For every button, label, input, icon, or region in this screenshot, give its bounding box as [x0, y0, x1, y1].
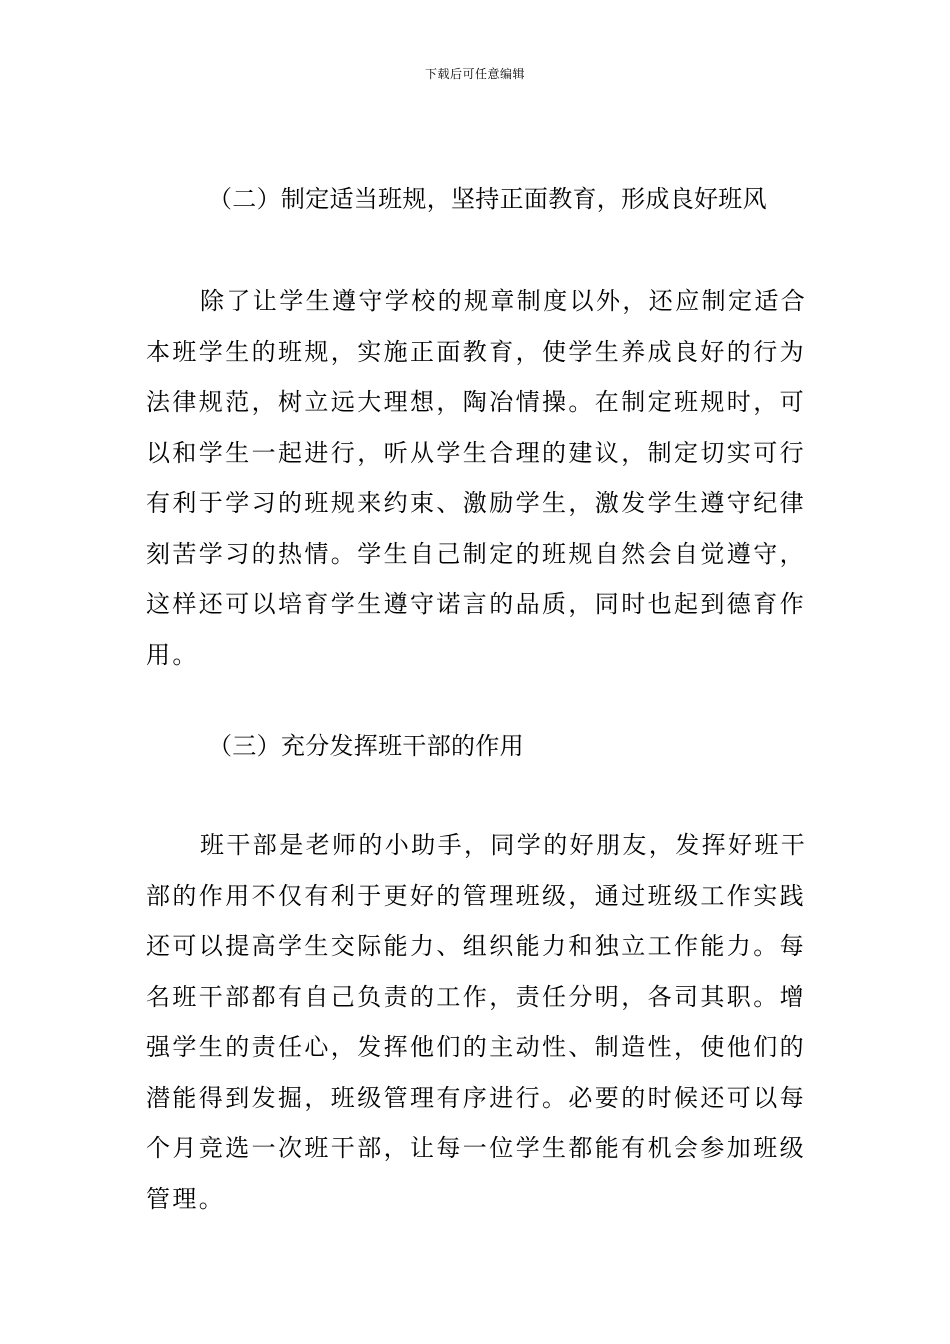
- paragraph-line: 法律规范，树立远大理想，陶冶情操。在制定班规时，可: [146, 388, 806, 416]
- paragraph-line: 还可以提高学生交际能力、组织能力和独立工作能力。每: [146, 932, 806, 960]
- paragraph-line: 强学生的责任心，发挥他们的主动性、制造性，使他们的: [146, 1033, 806, 1061]
- paragraph-line: 用。: [146, 640, 199, 669]
- section-3-paragraph: [146, 820, 810, 1224]
- paragraph-line: 名班干部都有自己负责的工作，责任分明，各司其职。增: [146, 982, 806, 1011]
- paragraph-line: 这样还可以培育学生遵守诺言的品质，同时也起到德育作: [146, 590, 806, 618]
- page-header-note: 下载后可任意编辑: [424, 67, 525, 81]
- paragraph-line: 有利于学习的班规来约束、激励学生，激发学生遵守纪律: [146, 489, 806, 517]
- paragraph-line: 除了让学生遵守学校的规章制度以外，还应制定适合: [200, 287, 808, 315]
- paragraph-line: 班干部是老师的小助手，同学的好朋友，发挥好班干: [200, 831, 808, 859]
- paragraph-line: 部的作用不仅有利于更好的管理班级，通过班级工作实践: [146, 881, 806, 910]
- paragraph-line: 本班学生的班规，实施正面教育，使学生养成良好的行为: [146, 337, 806, 366]
- paragraph-line: 以和学生一起进行，听从学生合理的建议，制定切实可行: [146, 438, 806, 467]
- paragraph-line: 管理。: [146, 1184, 226, 1213]
- section-heading-2: （二）制定适当班规，坚持正面教育，形成良好班风: [208, 185, 767, 213]
- section-heading-3: （三）充分发挥班干部的作用: [208, 732, 524, 760]
- section-2-paragraph: [146, 276, 810, 680]
- paragraph-line: 潜能得到发掘，班级管理有序进行。必要的时候还可以每: [146, 1083, 806, 1112]
- paragraph-line: 个月竞选一次班干部，让每一位学生都能有机会参加班级: [146, 1134, 806, 1162]
- paragraph-line: 刻苦学习的热情。学生自己制定的班规自然会自觉遵守，: [146, 539, 806, 568]
